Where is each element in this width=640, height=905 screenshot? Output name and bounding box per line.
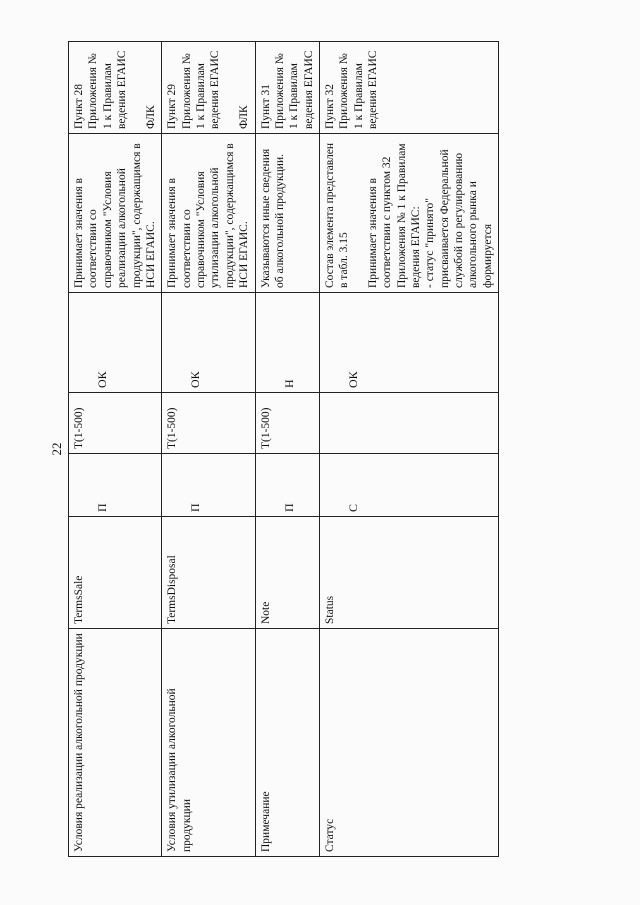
table-row (320, 42, 499, 857)
cell-mandatory: С (320, 454, 499, 517)
cell-name: Условия реализации алкогольной продукции (69, 629, 162, 857)
cell-name: Условия утилизации алкогольной продукции (162, 629, 255, 857)
rotated-table-container (68, 42, 494, 857)
flk-label: ФЛК (144, 105, 157, 129)
cell-basis: Пункт 31 Приложения № 1 к Правилам ведения ЕГАИС (255, 42, 320, 134)
cell-code: TermsDisposal (162, 517, 255, 629)
cell-ok: ОК (69, 293, 162, 393)
cell-basis: Пункт 32 Приложения № 1 к Правилам ведения ЕГАИС (320, 42, 499, 134)
cell-code: TermsSale (69, 517, 162, 629)
cell-mandatory: П (162, 454, 255, 517)
table-row (255, 42, 320, 857)
cell-mandatory: П (255, 454, 320, 517)
page-number: 22 (49, 442, 64, 456)
cell-type: T(1-500) (69, 393, 162, 454)
cell-type: T(1-500) (162, 393, 255, 454)
cell-type: T(1-500) (255, 393, 320, 454)
flk-label: ФЛК (237, 105, 250, 129)
table-row (162, 42, 255, 857)
cell-name: Статус (320, 629, 499, 857)
cell-name: Примечание (255, 629, 320, 857)
cell-code: Note (255, 517, 320, 629)
cell-ok: ОК (162, 293, 255, 393)
cell-ok: ОК (320, 293, 499, 393)
cell-type (320, 393, 499, 454)
cell-description: Состав элемента представлен в табл. 3.15 Принимает значения в соответствии с пунктом 32 Приложения № 1 к Правилам ведения ЕГАИС: - статус "принято" присваивается Федеральной службой по регулированию алкогольного рынка и формируется (320, 134, 499, 293)
cell-description: Указываются иные сведения об алкогольной продукции. (255, 134, 320, 293)
cell-basis: Пункт 28 Приложения № 1 к Правилам ведения ЕГАИС ФЛК (69, 42, 162, 134)
cell-basis: Пункт 29 Приложения № 1 к Правилам ведения ЕГАИС ФЛК (162, 42, 255, 134)
cell-code: Status (320, 517, 499, 629)
cell-description: Принимает значения в соответствии со справочником "Условия реализации алкогольной продукции", содержащимся в НСИ ЕГАИС. (69, 134, 162, 293)
cell-mandatory: П (69, 454, 162, 517)
cell-ok: Н (255, 293, 320, 393)
cell-description: Принимает значения в соответствии со справочником "Условия утилизации алкогольной продукции", содержащимся в НСИ ЕГАИС. (162, 134, 255, 293)
elements-table (68, 41, 499, 857)
table-row (69, 42, 162, 857)
